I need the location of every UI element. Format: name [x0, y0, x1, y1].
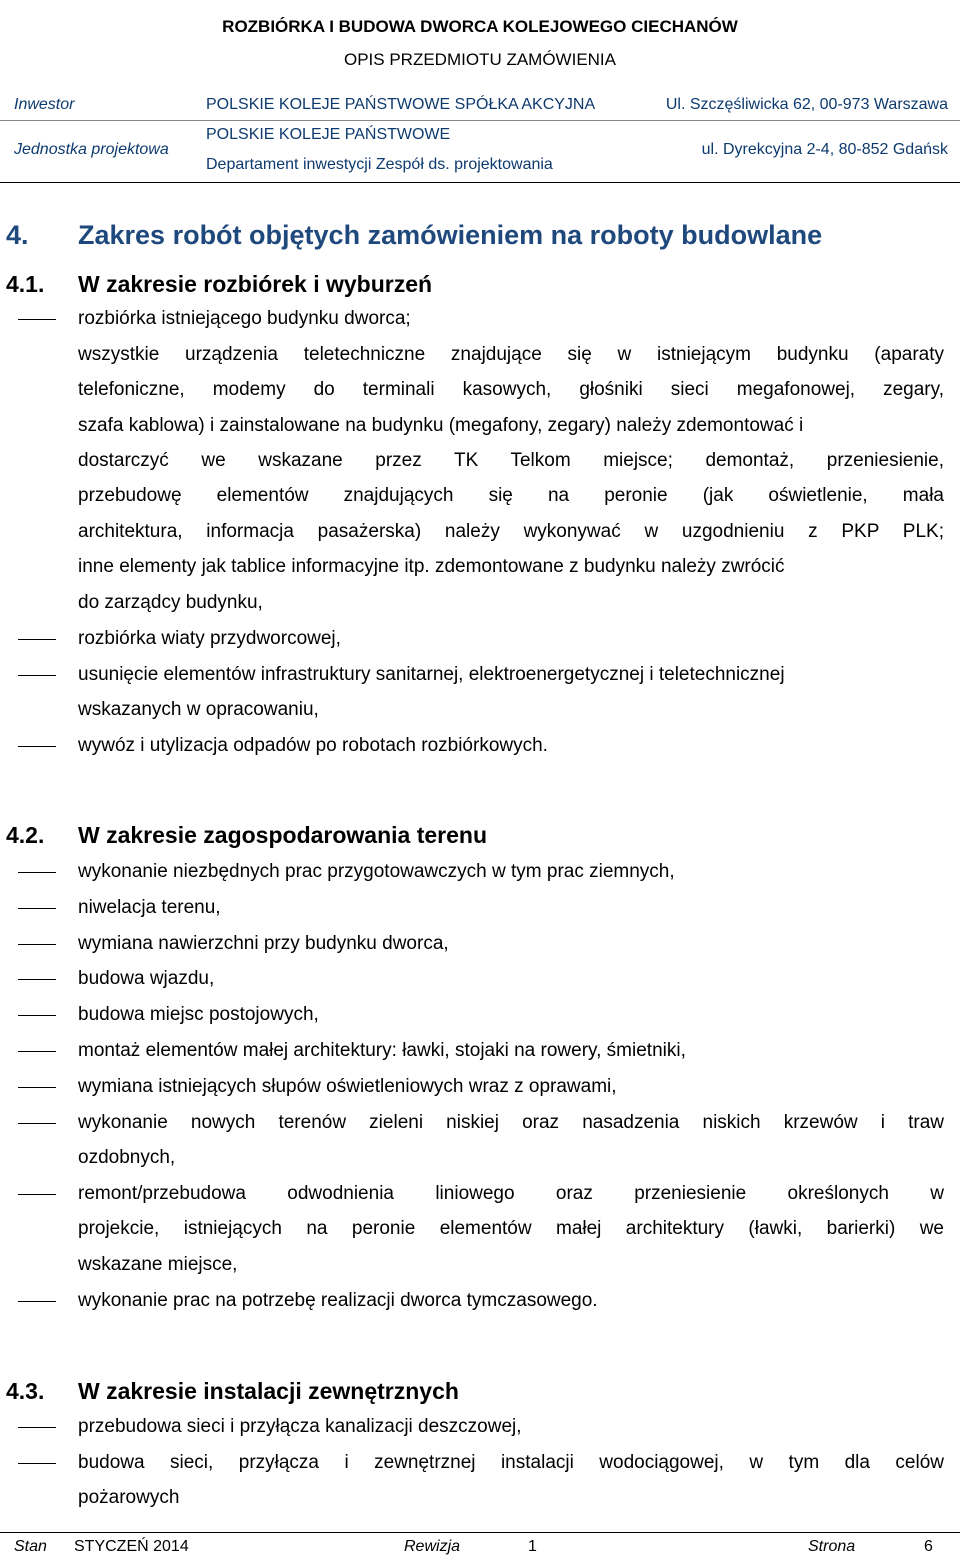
- footer-strona-value: 6: [924, 1538, 933, 1555]
- subsection-number: 4.1.: [6, 271, 45, 297]
- document-title: ROZBIÓRKA I BUDOWA DWORCA KOLEJOWEGO CIECHANÓW: [222, 17, 738, 36]
- text-line: pożarowych: [78, 1487, 180, 1508]
- footer-stan-value: STYCZEŃ 2014: [74, 1538, 189, 1555]
- subsection-title: W zakresie rozbiórek i wyburzeń: [78, 271, 433, 297]
- footer-strona-label: Strona: [808, 1538, 856, 1555]
- section-number: 4.: [6, 220, 29, 250]
- text-line: szafa kablowa) i zainstalowane na budynku (megafony, zegary) należy zdemontować i: [78, 415, 804, 436]
- subsection-title: W zakresie zagospodarowania terenu: [78, 822, 488, 848]
- subsection-heading-4-1: [6, 271, 432, 298]
- bullet-dash: [18, 872, 56, 873]
- bullet-dash: [18, 675, 56, 676]
- bullet-dash: [18, 1015, 56, 1016]
- list-item: przebudowa sieci i przyłącza kanalizacji deszczowej,: [78, 1416, 522, 1437]
- unit-label: Jednostka projektowa: [14, 141, 169, 158]
- bullet-dash: [18, 1427, 56, 1428]
- text-line: dostarczyć we wskazane przez TK Telkom miejsce; demontaż, przeniesienie,: [78, 450, 944, 471]
- text-line: projekcie, istniejących na peronie elementów małej architektury (ławki, barierki) we: [78, 1218, 944, 1239]
- investor-name: POLSKIE KOLEJE PAŃSTWOWE SPÓŁKA AKCYJNA: [206, 96, 596, 113]
- subsection-heading-4-3: [6, 1378, 459, 1405]
- bullet-dash: [18, 1301, 56, 1302]
- bullet-dash: [18, 1051, 56, 1052]
- footer-divider: [0, 1532, 960, 1533]
- text-line: telefoniczne, modemy do terminali kasowych, głośniki sieci megafonowej, zegary,: [78, 379, 944, 400]
- bullet-dash: [18, 1194, 56, 1195]
- list-item: montaż elementów małej architektury: ławki, stojaki na rowery, śmietniki,: [78, 1040, 686, 1061]
- investor-address: Ul. Szczęśliwicka 62, 00-973 Warszawa: [665, 96, 948, 113]
- text-line: do zarządcy budynku,: [78, 592, 263, 613]
- list-item: remont/przebudowa odwodnienia liniowego oraz przeniesienie określonych w: [78, 1183, 944, 1204]
- bullet-dash: [18, 908, 56, 909]
- text-line: inne elementy jak tablice informacyjne itp. zdemontowane z budynku należy zwrócić: [78, 556, 785, 577]
- list-item: budowa miejsc postojowych,: [78, 1004, 319, 1025]
- investor-label: Inwestor: [14, 96, 75, 113]
- list-item: usunięcie elementów infrastruktury sanitarnej, elektroenergetycznej i teletechnicznej: [78, 664, 785, 685]
- subsection-heading-4-2: [6, 822, 487, 849]
- bullet-dash: [18, 1123, 56, 1124]
- subsection-number: 4.3.: [6, 1378, 45, 1404]
- unit-name-line-2: Departament inwestycji Zespół ds. projektowania: [206, 156, 553, 173]
- footer-stan-label: Stan: [14, 1538, 47, 1555]
- list-item: wywóz i utylizacja odpadów po robotach rozbiórkowych.: [78, 735, 548, 756]
- text-line: wskazane miejsce,: [78, 1254, 238, 1275]
- list-item: wymiana istniejących słupów oświetleniowych wraz z oprawami,: [78, 1076, 617, 1097]
- unit-name-line-1: POLSKIE KOLEJE PAŃSTWOWE: [206, 126, 451, 143]
- document-subtitle: OPIS PRZEDMIOTU ZAMÓWIENIA: [343, 50, 616, 69]
- list-item: rozbiórka wiaty przydworcowej,: [78, 628, 341, 649]
- section-title: Zakres robót objętych zamówieniem na roboty budowlane: [78, 220, 823, 250]
- list-item: wykonanie nowych terenów zieleni niskiej oraz nasadzenia niskich krzewów i traw: [78, 1112, 944, 1133]
- list-item: niwelacja terenu,: [78, 897, 221, 918]
- bullet-dash: [18, 319, 56, 320]
- subsection-title: W zakresie instalacji zewnętrznych: [78, 1378, 459, 1404]
- list-item: wymiana nawierzchni przy budynku dworca,: [78, 933, 449, 954]
- text-line: ozdobnych,: [78, 1147, 176, 1168]
- bullet-dash: [18, 979, 56, 980]
- bullet-dash: [18, 1463, 56, 1464]
- section-heading: [6, 220, 822, 251]
- header-divider-1: [0, 120, 960, 121]
- list-item: budowa sieci, przyłącza i zewnętrznej instalacji wodociągowej, w tym dla celów: [78, 1452, 944, 1473]
- footer-rewizja-value: 1: [528, 1538, 537, 1555]
- header-divider-2: [0, 182, 960, 183]
- bullet-dash: [18, 639, 56, 640]
- text-line: architektura, informacja pasażerska) należy wykonywać w uzgodnieniu z PKP PLK;: [78, 521, 944, 542]
- bullet-dash: [18, 1087, 56, 1088]
- subsection-number: 4.2.: [6, 822, 45, 848]
- list-item: budowa wjazdu,: [78, 968, 215, 989]
- footer-rewizja-label: Rewizja: [404, 1538, 461, 1555]
- unit-address: ul. Dyrekcyjna 2-4, 80-852 Gdańsk: [701, 141, 948, 158]
- list-item: wykonanie niezbędnych prac przygotowawczych w tym prac ziemnych,: [78, 861, 675, 882]
- bullet-dash: [18, 944, 56, 945]
- text-line: wszystkie urządzenia teletechniczne znajdujące się w istniejącym budynku (aparaty: [78, 344, 944, 365]
- text-line: przebudowę elementów znajdujących się na peronie (jak oświetlenie, mała: [78, 485, 944, 506]
- bullet-dash: [18, 746, 56, 747]
- text-line: wskazanych w opracowaniu,: [78, 699, 319, 720]
- list-item: rozbiórka istniejącego budynku dworca;: [78, 308, 411, 329]
- list-item: wykonanie prac na potrzebę realizacji dworca tymczasowego.: [78, 1290, 598, 1311]
